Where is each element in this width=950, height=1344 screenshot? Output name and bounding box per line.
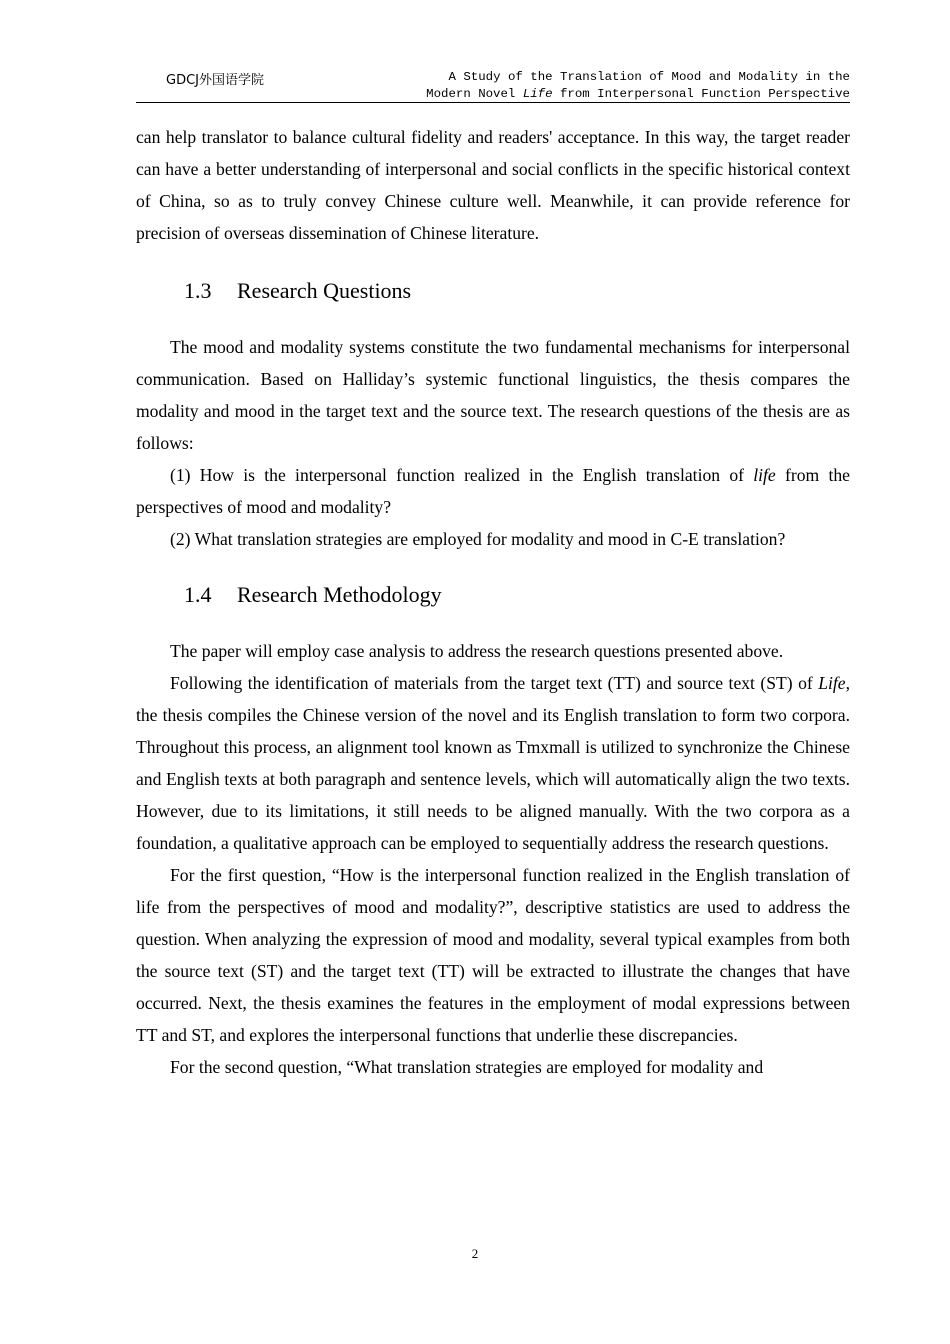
section-title: Research Questions xyxy=(237,278,412,303)
body-paragraph: The paper will employ case analysis to address the research questions presented above. xyxy=(170,641,784,661)
running-header xyxy=(136,66,850,103)
section-title: Research Methodology xyxy=(237,582,442,607)
page-body xyxy=(136,121,850,1083)
section-heading-1-4 xyxy=(136,580,850,610)
section-heading-1-3 xyxy=(136,276,850,306)
page-number: 2 xyxy=(471,1246,479,1261)
body-paragraph: Following the identification of materials from the target text (TT) and source text (ST) of Life, the thesis compiles the Chinese version of the novel and its English translation to form two corpora. Throughout this process, an alignment tool known as Tmxmall is utilized to synchronize the Chinese and English texts at both paragraph and sentence levels, which will automatically align the two texts. However, due to its limitations, it still needs to be aligned manually. With the two corpora as a foundation, a qualitative approach can be employed to sequentially address the research questions. xyxy=(136,673,850,853)
header-title-line-2: Modern Novel Life from Interpersonal Function Perspective xyxy=(426,87,850,101)
section-number: 1.4 xyxy=(184,582,212,607)
header-title-line-1: A Study of the Translation of Mood and Modality in the xyxy=(448,70,850,84)
body-paragraph: The mood and modality systems constitute the two fundamental mechanisms for interpersonal communication. Based on Halliday’s systemic functional linguistics, the thesis compares the modality and mood in the target text and the source text. The research questions of the thesis are as follows: xyxy=(136,337,850,453)
research-question-2: (2) What translation strategies are employed for modality and mood in C-E translation? xyxy=(170,529,786,549)
intro-paragraph: can help translator to balance cultural fidelity and readers' acceptance. In this way, the target reader can have a better understanding of interpersonal and social conflicts in the specific historical context of China, so as to truly convey Chinese culture well. Meanwhile, it can provide reference for precision of overseas dissemination of Chinese literature. xyxy=(136,127,850,243)
body-paragraph: For the second question, “What translation strategies are employed for modality and xyxy=(170,1057,764,1077)
section-number: 1.3 xyxy=(184,278,212,303)
body-paragraph: For the first question, “How is the interpersonal function realized in the English translation of life from the perspectives of mood and modality?”, descriptive statistics are used to address the question. When analyzing the expression of mood and modality, several typical examples from both the source text (ST) and the target text (TT) will be extracted to illustrate the changes that have occurred. Next, the thesis examines the features in the employment of modal expressions between TT and ST, and explores the interpersonal functions that underlie these discrepancies. xyxy=(136,865,850,1045)
header-thesis-title xyxy=(426,69,850,103)
header-institution: GDCJ外国语学院 xyxy=(166,73,264,88)
research-question-1: (1) How is the interpersonal function realized in the English translation of life from the perspectives of mood and modality? xyxy=(136,465,850,517)
header-title-italic: Life xyxy=(522,87,553,101)
